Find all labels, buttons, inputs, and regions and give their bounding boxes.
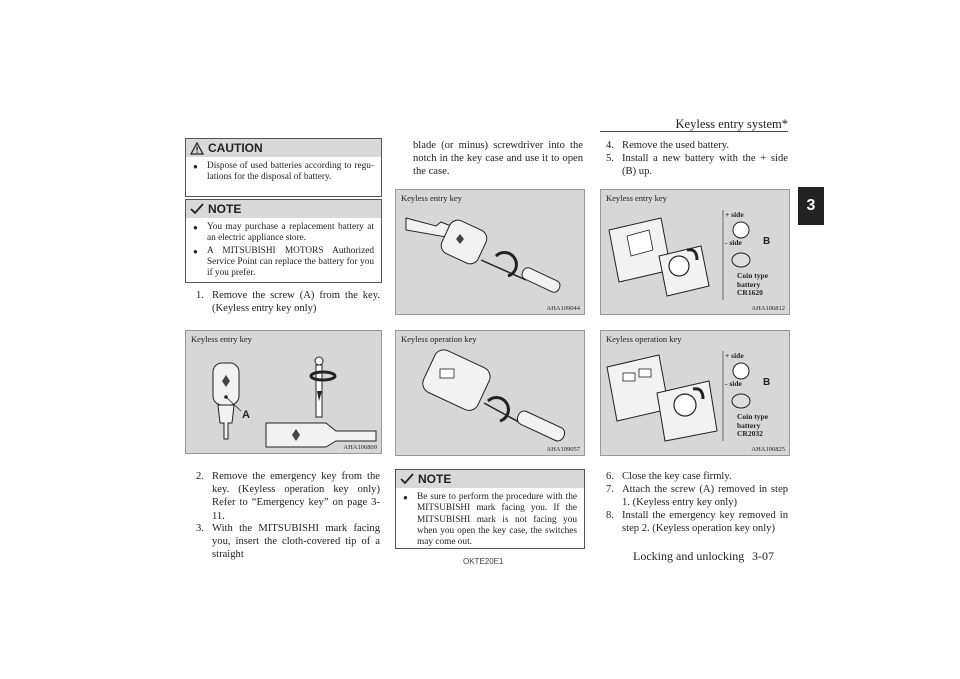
figure-code: AHA106809 bbox=[343, 444, 377, 451]
publication-code: OKTE20E1 bbox=[463, 557, 504, 566]
bullet-icon: ● bbox=[193, 223, 198, 232]
figure-code: AHA109057 bbox=[546, 446, 580, 453]
key-screw-illustration bbox=[186, 331, 381, 453]
battery-type-label: Coin type battery CR2032 bbox=[737, 412, 769, 438]
figure-caption: Keyless operation key bbox=[401, 334, 477, 344]
step-6: 6. Close the key case firmly. bbox=[606, 471, 732, 482]
note-label: NOTE bbox=[418, 472, 452, 486]
bullet-icon: ● bbox=[403, 493, 408, 502]
header-rule bbox=[600, 131, 788, 132]
figure-keyless-entry-screw bbox=[185, 330, 382, 454]
battery-type-label: Coin type battery CR1620 bbox=[737, 271, 769, 297]
callout-b: B bbox=[763, 236, 771, 247]
figure-code: AHA106812 bbox=[751, 305, 785, 312]
page-number: 3-07 bbox=[752, 549, 774, 563]
figure-caption: Keyless entry key bbox=[191, 334, 252, 344]
note-box bbox=[185, 199, 382, 283]
figure-code: AHA106825 bbox=[751, 446, 785, 453]
caution-box bbox=[185, 138, 382, 197]
plus-side-label: + side bbox=[725, 351, 744, 360]
note-item: ● A MITSUBISHI MOTORS Authorized Service Point can replace the battery for you if you prefer. bbox=[193, 245, 374, 279]
callout-a: A bbox=[242, 409, 250, 421]
footer-section-title: Locking and unlocking bbox=[633, 549, 745, 563]
step-4: 4. Remove the used battery. bbox=[606, 140, 729, 151]
note-header bbox=[186, 200, 381, 218]
plus-side-label: + side bbox=[725, 210, 744, 219]
figure-keyless-entry-battery bbox=[600, 189, 790, 315]
note-item: ● Be sure to perform the procedure with the MITSUBISHI mark facing you. If the MITSUBISHI mark is not facing you when you open the key case, the switches may come out. bbox=[403, 492, 577, 548]
warning-triangle-icon bbox=[186, 142, 208, 155]
callout-b: B bbox=[763, 377, 771, 388]
figure-caption: Keyless entry key bbox=[606, 193, 667, 203]
key-opening-illustration bbox=[396, 190, 584, 314]
figure-code: AHA109044 bbox=[546, 305, 580, 312]
caution-label: CAUTION bbox=[208, 141, 263, 155]
minus-side-label: - side bbox=[725, 379, 742, 388]
step-8: 8. Install the emergency key removed in step 2. (Keyless operation key only) bbox=[606, 510, 788, 535]
bullet-icon: ● bbox=[193, 246, 198, 256]
figure-caption: Keyless entry key bbox=[401, 193, 462, 203]
figure-keyless-operation-open bbox=[395, 330, 585, 456]
note-check-icon bbox=[186, 203, 208, 215]
caution-item: ● Dispose of used batteries according to regu-lations for the disposal of battery. bbox=[193, 161, 374, 183]
step-3: 3. With the MITSUBISHI mark facing you, insert the cloth-covered tip of a straight bbox=[196, 523, 380, 561]
step-5: 5. Install a new battery with the + side (B) up. bbox=[606, 153, 788, 178]
key-opening-illustration bbox=[396, 331, 584, 455]
running-header: Keyless entry system* bbox=[675, 117, 788, 131]
note-check-icon bbox=[396, 473, 418, 485]
step-7: 7. Attach the screw (A) removed in step 1. (Keyless entry key only) bbox=[606, 484, 788, 509]
note-header bbox=[396, 470, 584, 488]
figure-keyless-entry-open bbox=[395, 189, 585, 315]
note-box bbox=[395, 469, 585, 549]
step-2: 2. Remove the emergency key from the key. (Keyless operation key only) Refer to “Emergency key” on page 3-11. bbox=[196, 471, 380, 522]
note-item: ● You may purchase a replacement battery at an electric appliance store. bbox=[193, 222, 374, 244]
minus-side-label: - side bbox=[725, 238, 742, 247]
caution-header bbox=[186, 139, 381, 157]
figure-keyless-operation-battery bbox=[600, 330, 790, 456]
step-1: 1. Remove the screw (A) from the key. (Keyless entry key only) bbox=[196, 290, 380, 315]
bullet-icon: ● bbox=[193, 162, 198, 171]
step-3-continued: blade (or minus) screwdriver into the notch in the key case and use it to open the case. bbox=[413, 140, 583, 178]
chapter-tab: 3 bbox=[798, 187, 824, 225]
note-label: NOTE bbox=[208, 202, 242, 216]
figure-caption: Keyless operation key bbox=[606, 334, 682, 344]
